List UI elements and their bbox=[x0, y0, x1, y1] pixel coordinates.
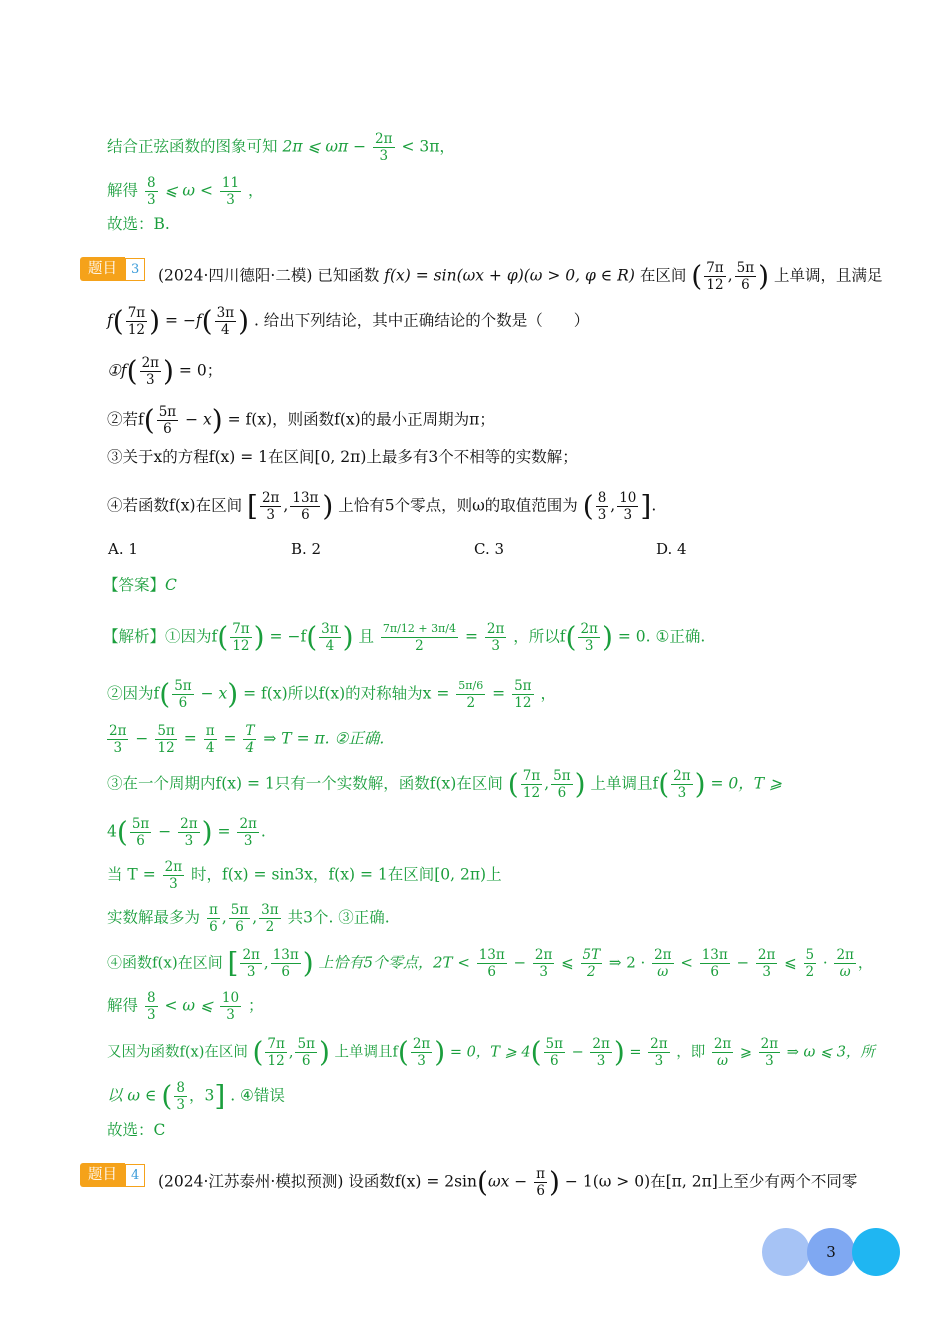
prev-solution-line-2: 解得 $\frac{8}{3}$ ⩽ ω < $\frac{11}{3}$ ， bbox=[107, 175, 264, 208]
page-indicator bbox=[762, 1228, 902, 1276]
question-badge-4 bbox=[80, 1163, 145, 1187]
analysis-line-4: ③在一个周期内f(x) = 1只有一个实数解，函数f(x)在区间 ( $\frac{7\pi}{12}$ , $\frac{5\pi}{6}$ ) 上单调且f( $\frac{2\pi}{3}$ ) = 0，T ⩾ bbox=[107, 767, 783, 801]
option-d: D. 4 bbox=[656, 540, 687, 558]
question-4-line-1: (2024·江苏泰州·模拟预测) 设函数f(x) = 2sin(ωx − $\frac{\pi}{6}$ ) − 1(ω > 0)在[π, 2π]上至少有两个不同零 bbox=[158, 1165, 858, 1199]
fraction: $\frac{8}{3}$ bbox=[146, 175, 156, 208]
question-badge-3 bbox=[80, 257, 145, 281]
statement-2: ②若f( $\frac{5\pi}{6}$ − x) = f(x)，则函数f(x)的最小正周期为π； bbox=[107, 403, 495, 437]
analysis-line-1: 【解析】①因为f( $\frac{7\pi}{12}$ ) = −f( $\frac{3\pi}{4}$ ) 且 $\frac{7\pi/12 + 3\pi/4}{2}$ = $\frac{2\pi}{3}$ ，所以f( $\frac{2\pi}{3}$ ) = 0. ①正确. bbox=[103, 620, 706, 654]
math: 2π ⩽ ωπ − bbox=[282, 137, 367, 156]
decor-circle bbox=[762, 1228, 810, 1276]
analysis-line-7: 实数解最多为 $\frac{\pi}{6}$ , $\frac{5\pi}{6}$ , $\frac{3\pi}{2}$ 共3个. ③正确. bbox=[107, 902, 390, 935]
analysis-line-3: $\frac{2\pi}{3}$ − $\frac{5\pi}{12}$ = $\frac{\pi}{4}$ = $\frac{T}{4}$ ⇒ T = π. ②正确. bbox=[109, 723, 385, 756]
option-a: A. 1 bbox=[108, 540, 138, 558]
analysis-line-11: 以 ω ∈ ( $\frac{8}{3}$ ，3] . ④错误 bbox=[107, 1079, 285, 1113]
analysis-line-6: 当 T = $\frac{2\pi}{3}$ 时，f(x) = sin3x，f(x) = 1在区间[0, 2π)上 bbox=[107, 859, 502, 892]
answer-line: 【答案】C bbox=[103, 576, 177, 594]
text: 结合正弦函数的图象可知 bbox=[107, 137, 278, 156]
analysis-line-2: ②因为f( $\frac{5\pi}{6}$ − x) = f(x)所以f(x)的对称轴为x = $\frac{5\pi/6}{2}$ = $\frac{5\pi}{12}$ ， bbox=[107, 677, 557, 711]
math: < 3π， bbox=[401, 137, 455, 156]
badge-label: 题目 bbox=[80, 257, 125, 281]
question-3-line-1: (2024·四川德阳·二模) 已知函数 f(x) = sin(ωx + φ)(ω > 0, φ ∈ R) 在区间 ( $\frac{7\pi}{12}$ , $\frac{5\pi}{6}$ ) 上单调，且满足 bbox=[158, 259, 883, 293]
fraction: $\frac{2\pi}{3}$ bbox=[375, 131, 393, 164]
statement-4: ④若函数f(x)在区间 [ $\frac{2\pi}{3}$ , $\frac{13\pi}{6}$ ) 上恰有5个零点，则ω的取值范围为 ( $\frac{8}{3}$ , $\frac{10}{3}$ ]. bbox=[107, 489, 657, 523]
fraction: $\frac{11}{3}$ bbox=[221, 175, 240, 208]
page-number: 3 bbox=[826, 1243, 836, 1261]
analysis-line-10: 又因为函数f(x)在区间 ( $\frac{7\pi}{12}$ , $\frac{5\pi}{6}$ ) 上单调且f( $\frac{2\pi}{3}$ ) = 0，T ⩾ 4( $\frac{5\pi}{6}$ − $\frac{2\pi}{3}$ ) = $\frac{2\pi}{3}$ ，即 $\frac{2\pi}{\omega}$ ⩾ $\frac{2\pi}{3}$ ⇒ ω ⩽ 3，所 bbox=[107, 1035, 875, 1069]
prev-solution-line-1 bbox=[107, 131, 455, 164]
statement-3: ③关于x的方程f(x) = 1在区间[0, 2π)上最多有3个不相等的实数解； bbox=[107, 448, 578, 466]
analysis-line-9: 解得 $\frac{8}{3}$ < ω ⩽ $\frac{10}{3}$ ； bbox=[107, 990, 264, 1023]
badge-number: 3 bbox=[125, 258, 145, 281]
badge-number: 4 bbox=[125, 1164, 145, 1187]
question-3-line-2: f( $\frac{7\pi}{12}$ ) = −f( $\frac{3\pi}{4}$ ) . 给出下列结论，其中正确结论的个数是（ ） bbox=[107, 304, 590, 338]
badge-label: 题目 bbox=[80, 1163, 125, 1187]
analysis-line-5: 4( $\frac{5\pi}{6}$ − $\frac{2\pi}{3}$ ) = $\frac{2\pi}{3}$ . bbox=[107, 815, 266, 849]
statement-1: ①f( $\frac{2\pi}{3}$ ) = 0； bbox=[107, 354, 223, 388]
analysis-line-12: 故选：C bbox=[107, 1121, 166, 1139]
prev-solution-line-3: 故选：B. bbox=[107, 215, 170, 233]
analysis-line-8: ④函数f(x)在区间 [ $\frac{2\pi}{3}$ , $\frac{13\pi}{6}$ ) 上恰有5个零点，2T < $\frac{13\pi}{6}$ − $\frac{2\pi}{3}$ ⩽ $\frac{5T}{2}$ ⇒ 2 · $\frac{2\pi}{\omega}$ < $\frac{13\pi}{6}$ − $\frac{2\pi}{3}$ ⩽ $\frac{5}{2}$ · $\frac{2\pi}{\omega}$ ， bbox=[107, 946, 873, 980]
decor-circle bbox=[852, 1228, 900, 1276]
option-c: C. 3 bbox=[474, 540, 505, 558]
option-b: B. 2 bbox=[291, 540, 322, 558]
